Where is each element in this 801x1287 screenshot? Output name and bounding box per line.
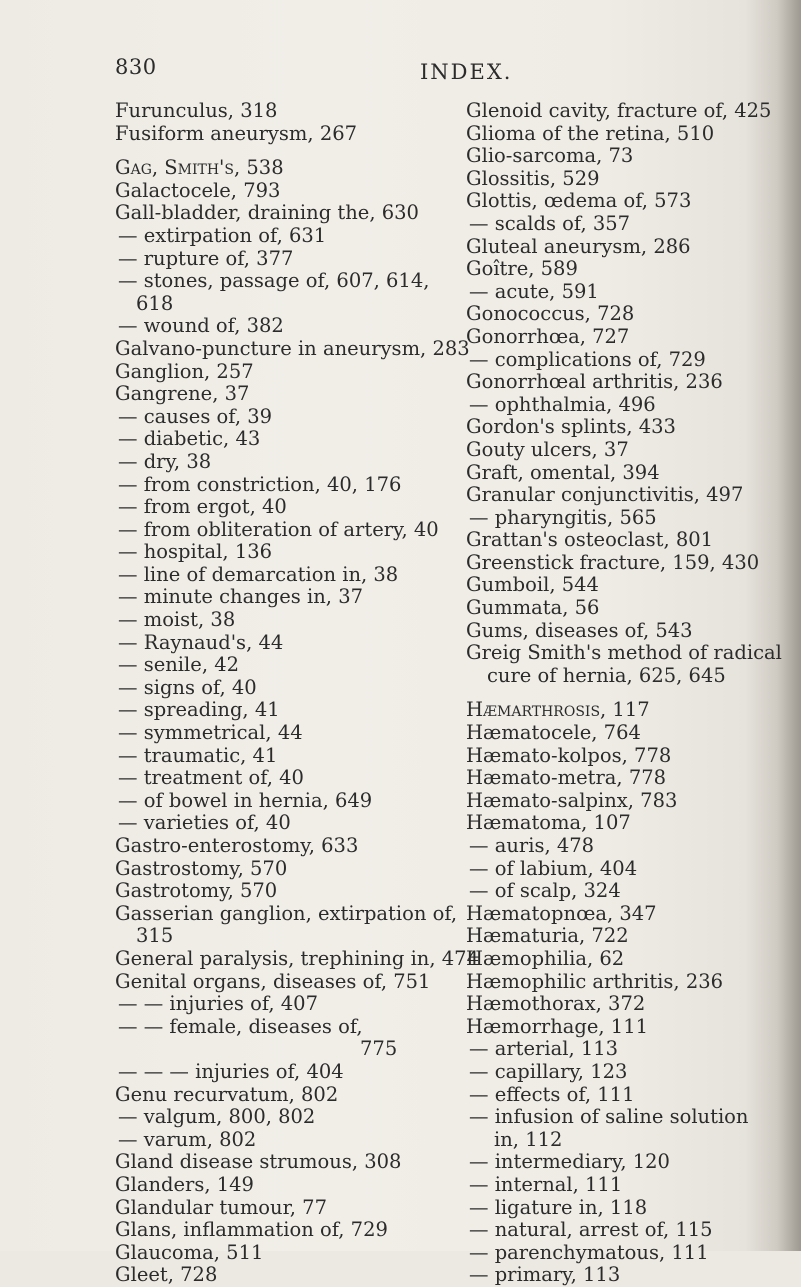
index-entry: Glaucoma, 511 [115, 1240, 264, 1264]
index-entry: Gangrene, 37 [115, 382, 250, 406]
index-entry: Gluteal aneurysm, 286 [466, 234, 691, 258]
index-subentry: — ophthalmia, 496 [469, 392, 656, 416]
index-entry: Fusiform aneurysm, 267 [115, 121, 358, 145]
index-subentry: — parenchymatous, 111 [469, 1240, 709, 1264]
index-entry: Greenstick fracture, 159, 430 [466, 550, 760, 574]
index-subentry: — treatment of, 40 [118, 766, 304, 790]
index-entry: Gastrotomy, 570 [115, 879, 278, 903]
index-subentry: — of scalp, 324 [469, 879, 621, 903]
index-subentry: — valgum, 800, 802 [118, 1105, 316, 1129]
index-subentry: — varum, 802 [118, 1127, 257, 1151]
index-subentry: — internal, 111 [469, 1172, 623, 1196]
index-entry: Glenoid cavity, fracture of, 425 [466, 99, 772, 122]
index-entry: Hæmatopnœa, 347 [466, 901, 657, 925]
index-entry: Glandular tumour, 77 [115, 1195, 327, 1219]
index-subentry: — — injuries of, 407 [118, 992, 318, 1016]
index-entry: Glioma of the retina, 510 [466, 121, 715, 145]
page-number: 830 [115, 55, 157, 79]
index-subentry: in, 112 [494, 1127, 563, 1151]
index-entry: Hæmaturia, 722 [466, 924, 629, 948]
index-column-right [466, 100, 786, 1287]
index-subentry: — rupture of, 377 [118, 246, 294, 270]
index-subentry: — natural, arrest of, 115 [469, 1218, 713, 1242]
index-entry: Gums, diseases of, 543 [466, 618, 693, 642]
index-entry: Gleet, 728 [115, 1263, 218, 1287]
index-entry: Gouty ulcers, 37 [466, 437, 629, 461]
index-entry: Goître, 589 [466, 257, 578, 281]
index-subentry: — from constriction, 40, 176 [118, 472, 402, 496]
index-entry: Gastro-enterostomy, 633 [115, 834, 359, 857]
index-entry: Hæmophilia, 62 [466, 946, 625, 970]
index-subentry: — senile, 42 [118, 653, 240, 677]
index-entry: Glans, inflammation of, 729 [115, 1218, 388, 1242]
index-entry: Furunculus, 318 [115, 99, 278, 122]
index-entry: Glio-sarcoma, 73 [466, 144, 634, 168]
index-subentry: — infusion of saline solution [469, 1105, 749, 1129]
index-subentry: — — — injuries of, 404 [118, 1059, 344, 1083]
index-subentry: — intermediary, 120 [469, 1150, 670, 1174]
index-subentry: — moist, 38 [118, 608, 236, 632]
index-subentry: — traumatic, 41 [118, 743, 278, 767]
index-entry: Genital organs, diseases of, 751 [115, 969, 431, 993]
index-subentry: — ligature in, 118 [469, 1195, 648, 1219]
index-entry: Hæmothorax, 372 [466, 992, 646, 1016]
index-subentry: 775 [360, 1037, 398, 1061]
index-subentry: — from obliteration of artery, 40 [118, 517, 439, 541]
index-subentry: — minute changes in, 37 [118, 585, 364, 609]
index-subentry: 618 [136, 291, 174, 315]
index-entry: Genu recurvatum, 802 [115, 1082, 339, 1106]
index-entry: Graft, omental, 394 [466, 460, 660, 484]
index-entry: Glanders, 149 [115, 1172, 254, 1196]
index-entry: Gasserian ganglion, extirpation of, [115, 901, 458, 925]
index-entry: Gonorrhœal arthritis, 236 [466, 370, 723, 394]
index-entry: Hæmato-metra, 778 [466, 766, 667, 790]
index-subentry: — complications of, 729 [469, 347, 706, 371]
index-entry: Gland disease strumous, 308 [115, 1150, 402, 1174]
index-entry: Glossitis, 529 [466, 166, 600, 190]
index-entry: Gumboil, 544 [466, 573, 599, 597]
index-entry: Gonorrhœa, 727 [466, 324, 630, 348]
index-subentry: — of labium, 404 [469, 856, 638, 880]
index-subentry: — signs of, 40 [118, 675, 257, 699]
index-subentry: — symmetrical, 44 [118, 721, 303, 745]
index-subentry: — pharyngitis, 565 [469, 505, 657, 529]
index-entry: Gonococcus, 728 [466, 302, 635, 326]
index-entry: Galactocele, 793 [115, 178, 281, 202]
index-entry: Hæmatoma, 107 [466, 811, 631, 835]
index-subentry: — spreading, 41 [118, 698, 280, 722]
index-subentry: — Raynaud's, 44 [118, 630, 284, 654]
index-subentry: — hospital, 136 [118, 540, 273, 564]
index-entry: Gordon's splints, 433 [466, 415, 676, 439]
index-subentry: — of bowel in hernia, 649 [118, 788, 373, 812]
running-head: INDEX. [420, 60, 513, 84]
index-subentry: — acute, 591 [469, 279, 599, 303]
index-entry: Glottis, œdema of, 573 [466, 189, 692, 213]
index-subentry: — — female, diseases of, [118, 1014, 363, 1038]
index-entry: Hæmato-kolpos, 778 [466, 743, 672, 767]
index-subentry: — stones, passage of, 607, 614, [118, 269, 430, 293]
index-subentry: — effects of, 111 [469, 1082, 635, 1106]
index-entry: Hæmarthrosis, 117 [466, 698, 650, 722]
index-entry: Greig Smith's method of radical [466, 641, 782, 665]
index-entry: Hæmorrhage, 111 [466, 1014, 649, 1038]
index-subentry: — from ergot, 40 [118, 495, 287, 519]
index-subentry: — varieties of, 40 [118, 811, 291, 835]
index-entry: Ganglion, 257 [115, 359, 254, 383]
index-entry: Gummata, 56 [466, 596, 600, 620]
index-subentry: 315 [136, 924, 174, 948]
index-subentry: — capillary, 123 [469, 1059, 628, 1083]
index-entry: Grattan's osteoclast, 801 [466, 528, 714, 552]
index-subentry: — diabetic, 43 [118, 427, 261, 451]
index-subentry: — line of demarcation in, 38 [118, 562, 399, 586]
index-entry: Hæmophilic arthritis, 236 [466, 969, 724, 993]
index-subentry: — dry, 38 [118, 449, 212, 473]
index-entry: Hæmato-salpinx, 783 [466, 788, 678, 812]
index-subentry: — extirpation of, 631 [118, 223, 327, 247]
index-entry: Gastrostomy, 570 [115, 856, 288, 880]
index-subentry: — arterial, 113 [469, 1037, 619, 1061]
index-entry: Gall-bladder, draining the, 630 [115, 201, 419, 225]
index-subentry: — wound of, 382 [118, 314, 284, 338]
index-subentry: cure of hernia, 625, 645 [487, 663, 726, 687]
index-entry: Galvano-puncture in aneurysm, 283 [115, 336, 470, 360]
index-entry: Hæmatocele, 764 [466, 721, 641, 745]
index-subentry: — primary, 113 [469, 1263, 621, 1287]
index-subentry: — auris, 478 [469, 834, 595, 857]
index-entry: Gag, Smith's, 538 [115, 156, 284, 180]
index-subentry: — scalds of, 357 [469, 211, 631, 235]
index-column-left [115, 99, 479, 1287]
index-entry: Granular conjunctivitis, 497 [466, 483, 744, 507]
index-entry: General paralysis, trephining in, 474 [115, 946, 479, 970]
index-subentry: — causes of, 39 [118, 404, 273, 428]
